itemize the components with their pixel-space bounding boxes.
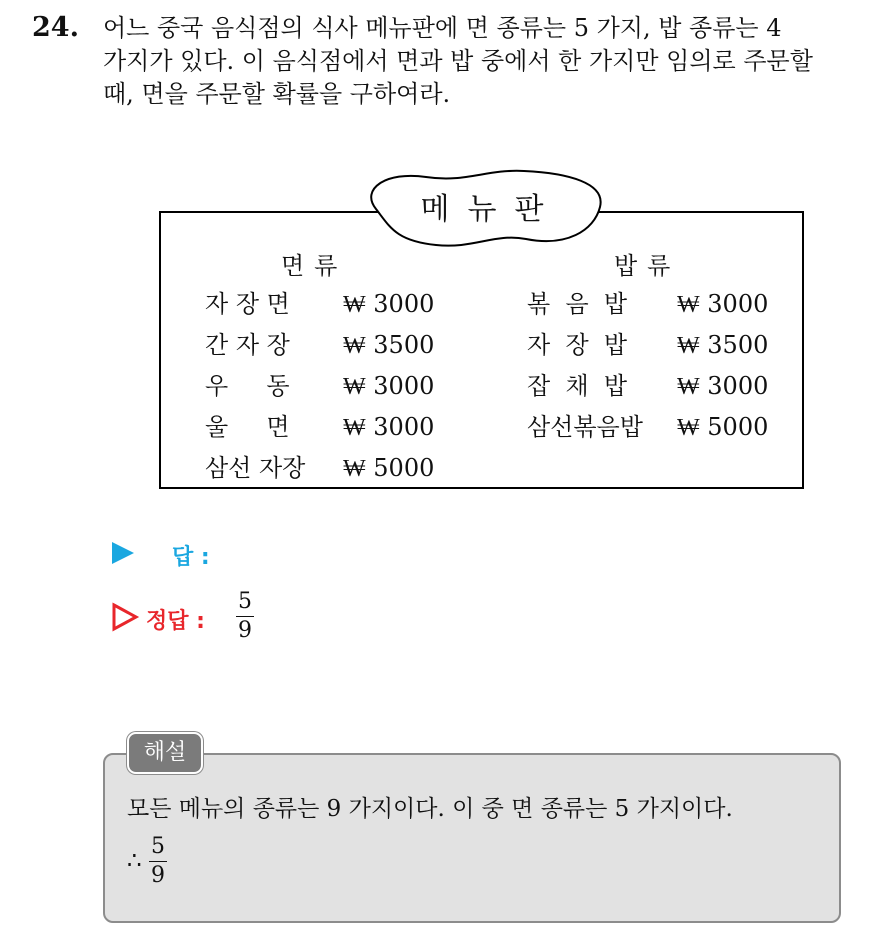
fraction-numerator: 5 — [151, 834, 165, 859]
noodle-item: 간 자 장 ₩ 3500 — [205, 331, 435, 359]
correct-answer-fraction — [236, 589, 254, 644]
solution-panel — [103, 753, 841, 923]
rice-header: 밥류 — [614, 252, 681, 280]
answer-arrow-icon — [112, 542, 134, 564]
noodle-item: 우 동 ₩ 3000 — [205, 372, 435, 400]
answer-label: 답 : — [172, 545, 210, 570]
fraction-denominator: 9 — [151, 863, 165, 888]
menu-title: 메뉴판 — [420, 192, 562, 227]
question-line: 때, 면을 주문할 확률을 구하여라. — [103, 80, 451, 108]
question-line: 가지가 있다. 이 음식점에서 면과 밥 중에서 한 가지만 임의로 주문할 — [103, 47, 813, 75]
fraction-denominator: 9 — [238, 618, 252, 643]
solution-fraction — [149, 834, 167, 889]
rice-item: 자 장 밥 ₩ 3500 — [527, 331, 769, 359]
noodle-item: 삼선 자장 ₩ 5000 — [205, 454, 435, 482]
rice-item: 볶 음 밥 ₩ 3000 — [527, 290, 769, 318]
noodle-item: 자 장 면 ₩ 3000 — [205, 290, 435, 318]
noodle-item: 울 면 ₩ 3000 — [205, 413, 435, 441]
correct-answer-arrow-icon — [110, 600, 140, 634]
solution-text: 모든 메뉴의 종류는 9 가지이다. 이 중 면 종류는 5 가지이다. — [127, 796, 733, 822]
therefore-symbol: ∴ — [127, 848, 142, 874]
question-line: 어느 중국 음식점의 식사 메뉴판에 면 종류는 5 가지, 밥 종류는 4 — [103, 14, 782, 42]
question-number: 24. — [32, 12, 79, 43]
solution-tab: 해설 — [127, 732, 203, 774]
rice-item: 잡 채 밥 ₩ 3000 — [527, 372, 769, 400]
correct-answer-label: 정답 : — [146, 609, 205, 634]
rice-item: 삼선볶음밥 ₩ 5000 — [527, 413, 769, 441]
fraction-numerator: 5 — [238, 589, 252, 614]
question-text — [103, 12, 873, 111]
noodles-header: 면류 — [281, 252, 348, 280]
